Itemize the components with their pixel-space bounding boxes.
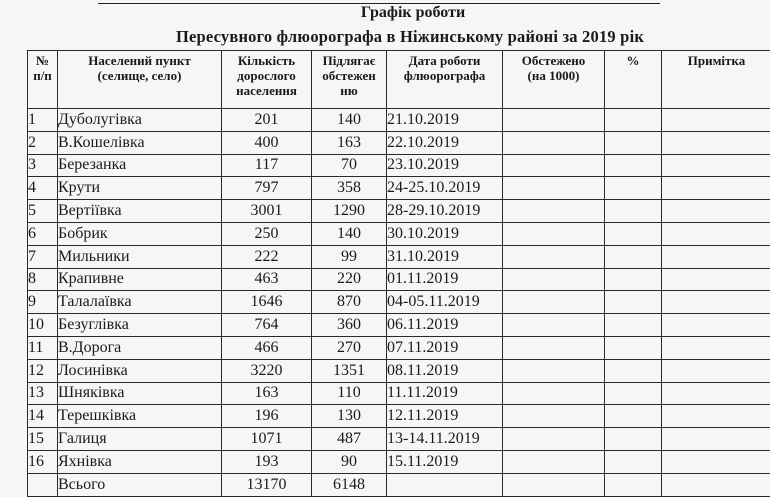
row-note [662,245,770,268]
row-note [662,268,770,291]
row-settlement: Вертіївка [58,200,222,223]
row-note [662,359,770,382]
row-percent [605,428,662,451]
row-num: 15 [28,428,58,451]
header-examined: Обстежено (на 1000) [503,51,605,109]
row-subject: 140 [312,222,387,245]
row-percent [605,314,662,337]
row-percent [605,405,662,428]
row-percent [605,154,662,177]
row-percent [605,222,662,245]
header-date: Дата роботи флюорографа [387,51,503,109]
row-num: 9 [28,291,58,314]
row-note [662,154,770,177]
row-date: 06.11.2019 [387,314,503,337]
document-title: Графік роботи [0,4,770,22]
row-adults: 466 [222,336,312,359]
table-body [28,109,770,474]
row-adults: 1071 [222,428,312,451]
row-num: 11 [28,336,58,359]
row-num: 4 [28,177,58,200]
row-adults: 201 [222,109,312,132]
row-date: 31.10.2019 [387,245,503,268]
row-num: 7 [28,245,58,268]
row-settlement: Галиця [58,428,222,451]
row-percent [605,382,662,405]
row-num: 13 [28,382,58,405]
total-label: Всього [58,473,222,496]
row-percent [605,200,662,223]
row-settlement: Крапивне [58,268,222,291]
row-num: 1 [28,109,58,132]
row-percent [605,177,662,200]
row-date: 30.10.2019 [387,222,503,245]
row-subject: 358 [312,177,387,200]
row-note [662,314,770,337]
row-note [662,200,770,223]
header-percent: % [605,51,662,109]
row-examined [503,245,605,268]
row-examined [503,154,605,177]
row-settlement: Дуболугівка [58,109,222,132]
table-row [28,336,770,359]
row-num: 14 [28,405,58,428]
row-examined [503,177,605,200]
row-num: 3 [28,154,58,177]
row-num: 8 [28,268,58,291]
table-row [28,450,770,473]
table-row [28,268,770,291]
row-subject: 1290 [312,200,387,223]
row-subject: 870 [312,291,387,314]
row-subject: 270 [312,336,387,359]
row-examined [503,450,605,473]
row-percent [605,291,662,314]
row-date: 11.11.2019 [387,382,503,405]
row-subject: 220 [312,268,387,291]
row-percent [605,109,662,132]
row-date: 07.11.2019 [387,336,503,359]
row-subject: 70 [312,154,387,177]
row-note [662,336,770,359]
row-note [662,131,770,154]
row-adults: 193 [222,450,312,473]
table-row [28,291,770,314]
row-settlement: Крути [58,177,222,200]
row-note [662,222,770,245]
row-subject: 163 [312,131,387,154]
row-date: 22.10.2019 [387,131,503,154]
row-examined [503,131,605,154]
header-num: № п/п [28,51,58,109]
row-settlement: В.Кошелівка [58,131,222,154]
row-percent [605,268,662,291]
row-note [662,177,770,200]
row-settlement: Безуглівка [58,314,222,337]
row-adults: 3220 [222,359,312,382]
row-examined [503,109,605,132]
row-num: 12 [28,359,58,382]
row-examined [503,268,605,291]
row-settlement: Талалаївка [58,291,222,314]
table-row [28,314,770,337]
total-date-cell [387,473,503,496]
schedule-table [27,50,770,497]
row-percent [605,131,662,154]
table-row [28,245,770,268]
row-settlement: Березанка [58,154,222,177]
row-settlement: Бобрик [58,222,222,245]
row-subject: 99 [312,245,387,268]
row-subject: 90 [312,450,387,473]
row-adults: 797 [222,177,312,200]
table-row [28,405,770,428]
row-num: 16 [28,450,58,473]
row-num: 10 [28,314,58,337]
row-settlement: Мильники [58,245,222,268]
row-adults: 222 [222,245,312,268]
table-row [28,109,770,132]
row-examined [503,336,605,359]
total-percent-cell [605,473,662,496]
row-examined [503,291,605,314]
row-adults: 1646 [222,291,312,314]
total-subject: 6148 [312,473,387,496]
row-date: 24-25.10.2019 [387,177,503,200]
row-settlement: Лосинівка [58,359,222,382]
header-settlement: Населений пункт (селище, село) [58,51,222,109]
row-subject: 140 [312,109,387,132]
table-row [28,222,770,245]
row-date: 01.11.2019 [387,268,503,291]
total-examined-cell [503,473,605,496]
row-adults: 163 [222,382,312,405]
row-settlement: Шняківка [58,382,222,405]
total-row [28,473,770,496]
row-examined [503,382,605,405]
row-note [662,428,770,451]
row-note [662,382,770,405]
row-date: 21.10.2019 [387,109,503,132]
row-examined [503,222,605,245]
table-row [28,177,770,200]
row-num: 6 [28,222,58,245]
row-adults: 196 [222,405,312,428]
row-note [662,109,770,132]
document-subtitle: Пересувного флюорографа в Ніжинському районі за 2019 рік [0,27,770,47]
row-subject: 487 [312,428,387,451]
total-num-cell [28,473,58,496]
row-date: 08.11.2019 [387,359,503,382]
row-percent [605,336,662,359]
row-subject: 130 [312,405,387,428]
row-settlement: В.Дорога [58,336,222,359]
row-num: 2 [28,131,58,154]
row-date: 12.11.2019 [387,405,503,428]
row-adults: 764 [222,314,312,337]
row-subject: 110 [312,382,387,405]
table-row [28,359,770,382]
header-row [28,51,770,109]
row-date: 13-14.11.2019 [387,428,503,451]
row-settlement: Яхнівка [58,450,222,473]
row-adults: 117 [222,154,312,177]
row-adults: 3001 [222,200,312,223]
row-subject: 1351 [312,359,387,382]
row-note [662,450,770,473]
row-date: 28-29.10.2019 [387,200,503,223]
row-percent [605,359,662,382]
header-subject: Підлягає обстежен ню [312,51,387,109]
row-examined [503,359,605,382]
row-examined [503,405,605,428]
total-note-cell [662,473,770,496]
row-note [662,405,770,428]
row-subject: 360 [312,314,387,337]
table-row [28,131,770,154]
table-row [28,200,770,223]
row-date: 15.11.2019 [387,450,503,473]
row-adults: 463 [222,268,312,291]
row-percent [605,245,662,268]
row-date: 23.10.2019 [387,154,503,177]
row-adults: 400 [222,131,312,154]
row-note [662,291,770,314]
row-adults: 250 [222,222,312,245]
row-examined [503,200,605,223]
header-adults: Кількість дорослого населення [222,51,312,109]
row-examined [503,428,605,451]
row-examined [503,314,605,337]
table-row [28,382,770,405]
row-date: 04-05.11.2019 [387,291,503,314]
header-note: Примітка [662,51,770,109]
row-num: 5 [28,200,58,223]
row-percent [605,450,662,473]
table-row [28,154,770,177]
row-settlement: Терешківка [58,405,222,428]
total-adults: 13170 [222,473,312,496]
table-row [28,428,770,451]
